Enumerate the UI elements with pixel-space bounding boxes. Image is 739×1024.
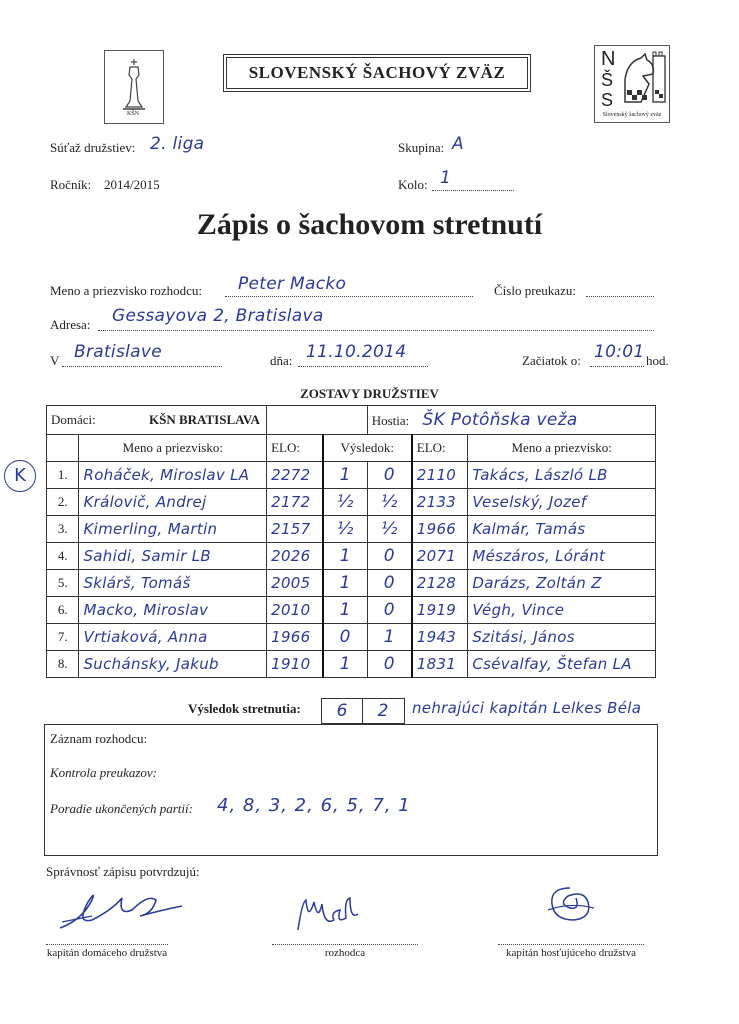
order-label: Poradie ukončených partií:	[50, 801, 193, 816]
guest-captain-signature	[540, 880, 600, 930]
table-row	[47, 462, 656, 489]
logo-letter-s2: S	[601, 90, 614, 110]
home-player: Vrtiaková, Anna	[79, 624, 267, 651]
guest-elo: 1943	[412, 624, 468, 651]
guest-result: 0	[367, 543, 412, 570]
guest-elo: 1919	[412, 597, 468, 624]
guest-result: 0	[367, 570, 412, 597]
guest-player: Takács, László LB	[468, 462, 656, 489]
competition-label: Súťaž družstiev:	[50, 140, 136, 155]
license-line	[586, 296, 654, 297]
organization-title: SLOVENSKÝ ŠACHOVÝ ZVÄZ	[226, 57, 528, 89]
arbiter-record-box	[44, 724, 658, 856]
home-team: KŠN BRATISLAVA	[149, 412, 260, 427]
arbiter-name-line	[225, 296, 473, 297]
total-label: Výsledok stretnutia:	[188, 701, 301, 716]
logo-letter-n: N	[601, 48, 616, 70]
home-name-header: Meno a priezvisko:	[79, 435, 267, 462]
column-header-row	[47, 435, 656, 462]
home-player: Kimerling, Martin	[79, 516, 267, 543]
guest-player: Szitási, János	[468, 624, 656, 651]
license-check-label: Kontrola preukazov:	[50, 765, 157, 780]
guest-label: Hostia:	[371, 413, 410, 428]
guest-player: Kalmár, Tamás	[468, 516, 656, 543]
table-row	[47, 543, 656, 570]
start-value: 10:01	[594, 342, 645, 362]
home-result: 1	[323, 543, 368, 570]
place-label: V	[50, 353, 60, 368]
round-label: Kolo:	[398, 177, 428, 192]
guest-player: Csévalfay, Štefan LA	[468, 651, 656, 678]
home-result: 1	[323, 597, 368, 624]
home-result: ½	[323, 516, 368, 543]
guest-player: Veselský, Jozef	[468, 489, 656, 516]
date-value: 11.10.2014	[306, 342, 407, 362]
home-result: 1	[323, 651, 368, 678]
right-logo-text: Slovenský šachový zväz	[602, 112, 662, 118]
home-team-cell	[47, 406, 267, 435]
board-number: 8.	[47, 651, 79, 678]
guest-captain-sig-label: kapitán hosťujúceho družstva	[498, 944, 644, 959]
start-label: Začiatok o:	[522, 353, 581, 368]
guest-result: 0	[367, 597, 412, 624]
total-result-box	[321, 698, 405, 724]
home-result: 1	[323, 462, 368, 489]
home-player: Sklárš, Tomáš	[79, 570, 267, 597]
home-elo: 2010	[267, 597, 323, 624]
guest-team: ŠK Potôňska veža	[422, 410, 578, 430]
table-row	[47, 597, 656, 624]
home-player: Sahidi, Samir LB	[79, 543, 267, 570]
home-elo: 1966	[267, 624, 323, 651]
home-elo: 2005	[267, 570, 323, 597]
arbiter-sig-label: rozhodca	[272, 944, 418, 959]
guest-elo: 2110	[412, 462, 468, 489]
guest-elo-header: ELO:	[412, 435, 468, 462]
non-playing-captain: nehrajúci kapitán Lelkes Béla	[412, 699, 642, 717]
board-number: 3.	[47, 516, 79, 543]
guest-result: 0	[367, 462, 412, 489]
table-row	[47, 489, 656, 516]
start-unit: hod.	[646, 353, 669, 368]
guest-team-cell	[367, 406, 655, 435]
table-row	[47, 570, 656, 597]
board-number: 5.	[47, 570, 79, 597]
home-elo: 2157	[267, 516, 323, 543]
home-player: Roháček, Miroslav LA	[79, 462, 267, 489]
home-player: Suchánsky, Jakub	[79, 651, 267, 678]
board-number: 6.	[47, 597, 79, 624]
guest-elo: 2133	[412, 489, 468, 516]
guest-player: Mészáros, Lóránt	[468, 543, 656, 570]
home-elo: 1910	[267, 651, 323, 678]
round-value: 1	[440, 168, 452, 188]
guest-result: 0	[367, 651, 412, 678]
guest-name-header: Meno a priezvisko:	[468, 435, 656, 462]
guest-elo: 1966	[412, 516, 468, 543]
record-title: Záznam rozhodcu:	[50, 731, 148, 746]
home-label: Domáci:	[51, 412, 96, 427]
address-label: Adresa:	[50, 317, 91, 332]
guest-elo: 2128	[412, 570, 468, 597]
logo-letter-s1: Š	[601, 70, 614, 90]
confirm-label: Správnosť zápisu potvrdzujú:	[46, 864, 200, 879]
order-value: 4, 8, 3, 2, 6, 5, 7, 1	[217, 795, 411, 816]
place-value: Bratislave	[74, 342, 162, 362]
captain-mark: K	[4, 460, 36, 492]
knight-rook-icon	[621, 50, 667, 108]
guest-result: ½	[367, 489, 412, 516]
team-header-row	[47, 406, 656, 435]
table-row	[47, 624, 656, 651]
address-value: Gessayova 2, Bratislava	[112, 306, 324, 326]
lineup-section-title: ZOSTAVY DRUŽSTIEV	[300, 386, 439, 401]
guest-result: ½	[367, 516, 412, 543]
home-result: ½	[323, 489, 368, 516]
board-number: 1.	[47, 462, 79, 489]
lineup-table	[46, 405, 656, 678]
board-number: 2.	[47, 489, 79, 516]
board-number: 7.	[47, 624, 79, 651]
arbiter-name-value: Peter Macko	[238, 274, 347, 294]
group-label: Skupina:	[398, 140, 445, 155]
home-elo: 2272	[267, 462, 323, 489]
home-result: 1	[323, 570, 368, 597]
table-row	[47, 651, 656, 678]
guest-elo: 2071	[412, 543, 468, 570]
date-line	[298, 366, 428, 367]
home-elo: 2172	[267, 489, 323, 516]
guest-player: Darázs, Zoltán Z	[468, 570, 656, 597]
place-line	[62, 366, 222, 367]
result-header: Výsledok:	[323, 435, 412, 462]
home-player: Královič, Andrej	[79, 489, 267, 516]
group-value: A	[452, 134, 464, 154]
start-line	[590, 366, 644, 367]
home-captain-signature	[52, 880, 192, 940]
home-elo-header: ELO:	[267, 435, 323, 462]
left-logo-text: KŠN	[127, 111, 140, 117]
board-number: 4.	[47, 543, 79, 570]
year-label: Ročník:	[50, 177, 92, 192]
home-player: Macko, Miroslav	[79, 597, 267, 624]
year-value: 2014/2015	[104, 177, 160, 192]
home-elo: 2026	[267, 543, 323, 570]
home-result: 0	[323, 624, 368, 651]
competition-value: 2. liga	[150, 134, 205, 154]
guest-result: 1	[367, 624, 412, 651]
license-label: Číslo preukazu:	[494, 283, 576, 298]
home-captain-sig-label: kapitán domáceho družstva	[46, 944, 168, 959]
guest-player: Végh, Vince	[468, 597, 656, 624]
total-home: 6	[322, 699, 363, 723]
address-line	[98, 330, 654, 331]
right-logo	[594, 45, 670, 123]
round-line	[432, 190, 514, 191]
table-row	[47, 516, 656, 543]
date-label: dňa:	[270, 353, 293, 368]
arbiter-name-label: Meno a priezvisko rozhodcu:	[50, 283, 202, 298]
arbiter-signature	[294, 892, 364, 938]
total-guest: 2	[377, 701, 389, 721]
guest-elo: 1831	[412, 651, 468, 678]
left-logo	[104, 50, 164, 124]
header-spacer	[267, 406, 368, 435]
page-title: Zápis o šachovom stretnutí	[196, 208, 543, 241]
